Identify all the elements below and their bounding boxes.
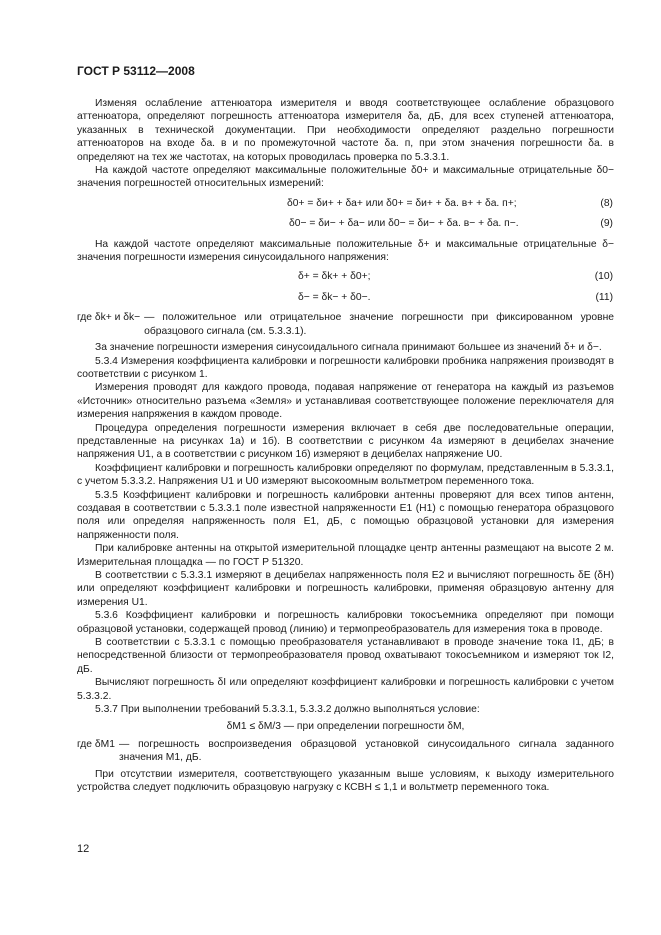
doc-header: ГОСТ Р 53112—2008 bbox=[77, 64, 195, 78]
paragraph: На каждой частоте определяют максимальные положительные δ+ и максимальные отрицательные δ− значения погрешности измерения синусоидального напряжения: bbox=[77, 238, 614, 264]
where-symbols: где δM1 bbox=[77, 738, 115, 750]
equation-formula: δ0− = δи− + δа− или δ0− = δи− + δа. в− + δа. п−. bbox=[289, 218, 519, 230]
paragraph: В соответствии с 5.3.3.1 с помощью преобразователя устанавливают в проводе значение тока I1, дБ; в непосредственной близости от термопреобразователя провод охватывают токосъемником и измеряют ток I2, дБ. bbox=[77, 637, 614, 675]
paragraph: Изменяя ослабление аттенюатора измерителя и вводя соответствующее ослабление образцового аттенюатора, определяют погрешность аттенюатора измерителя δа, дБ, для всех ступеней аттенюатора, указанных в технической документации. При необходимости определяют раздельно погрешности аттенюаторов на входе δа. в и по промежуточной частоте δа. п, при этом значения погрешности δа. в определяют на тех же частотах, на которых проводилась проверка по 5.3.3.1. bbox=[77, 98, 614, 163]
paragraph: 5.3.4 Измерения коэффициента калибровки и погрешности калибровки пробника напряжения производят в соответствии с рисунком 1. bbox=[77, 355, 614, 380]
where-symbols: где δk+ и δk− bbox=[77, 312, 141, 324]
equation-number: (10) bbox=[594, 271, 613, 283]
paragraph: При калибровке антенны на открытой измерительной площадке центр антенны размещают на высоте 2 м. Измерительная площадка — по ГОСТ Р 51320. bbox=[77, 543, 614, 568]
equation-number: (11) bbox=[595, 291, 613, 303]
paragraph: Измерения проводят для каждого провода, подавая напряжение от генератора на каждый из разъемов «Источник» относительно разъема «Земля» и устанавливая соответствующее положение переключателя для измерения напряжения в каждом проводе. bbox=[77, 382, 614, 421]
equation-8 bbox=[77, 197, 614, 210]
equation-9 bbox=[77, 217, 614, 230]
paragraph: Вычисляют погрешность δI или определяют коэффициент калибровки и погрешность калибровки с учетом 5.3.3.2. bbox=[77, 677, 614, 702]
equation-11 bbox=[77, 291, 614, 304]
paragraph: За значение погрешности измерения синусоидального сигнала принимают большее из значений δ+ и δ−. bbox=[95, 342, 602, 354]
paragraph: При отсутствии измерителя, соответствующего указанным выше условиям, к выходу измерительного устройства следует подключить образцовую нагрузку с КСВН ≤ 1,1 и вольтметр переменного тока. bbox=[77, 768, 614, 794]
paragraph: В соответствии с 5.3.3.1 измеряют в децибелах напряженность поля E2 и вычисляют погрешность δE (δH) или определяют коэффициент калибровки и погрешность калибровки, применяя образцовую антенну для измерения U1. bbox=[77, 570, 614, 608]
where-text: — положительное или отрицательное значение погрешности при фиксированном уровне образцового сигнала (см. 5.3.3.1). bbox=[144, 312, 614, 337]
condition-formula: δM1 ≤ δM/3 — при определении погрешности δM, bbox=[226, 721, 465, 733]
equation-number: (9) bbox=[600, 218, 613, 230]
equation-formula: δ− = δk− + δ0−. bbox=[298, 291, 371, 303]
paragraph: Коэффициент калибровки и погрешность калибровки определяют по формулам, представленным в 5.3.3.1, с учетом 5.3.3.2. Напряжения U1 и U0 измеряют высокоомным вольтметром переменного тока. bbox=[77, 462, 614, 488]
paragraph: 5.3.5 Коэффициент калибровки и погрешность калибровки антенны проверяют для всех типов антенн, создавая в соответствии с 5.3.3.1 поле известной напряженности E1 (H1) с помощью генератора образцового поля или определяя напряженность поля E1, дБ, с помощью образцовой установки для измерения напряженности поля. bbox=[77, 489, 614, 541]
equation-number: (8) bbox=[600, 197, 613, 209]
where-block bbox=[77, 311, 614, 338]
equation-formula: δ+ = δk+ + δ0+; bbox=[298, 271, 371, 283]
paragraph: 5.3.7 При выполнении требований 5.3.3.1, 5.3.3.2 должно выполняться условие: bbox=[95, 704, 480, 716]
paragraph: 5.3.6 Коэффициент калибровки и погрешность калибровки токосъемника определяют при помощи образцовой установки, содержащей провод (линию) и термопреобразователь для измерения тока в проводе. bbox=[77, 610, 614, 635]
paragraph: На каждой частоте определяют максимальные положительные δ0+ и максимальные отрицательные δ0− значения погрешностей относительных измерений: bbox=[77, 165, 614, 190]
where-block bbox=[77, 738, 614, 765]
paragraph: Процедура определения погрешности измерения включает в себя две последовательные операции, представленные на рисунках 1а) и 1б). В соответствии с рисунком 4а измеряют в децибелах значение напряжения U1, а в соответствии с рисунком 1б) измеряют в децибелах напряжение U0. bbox=[77, 422, 614, 461]
where-text: — погрешность воспроизведения образцовой установкой синусоидального сигнала заданного значения M1, дБ. bbox=[118, 738, 614, 764]
equation-10 bbox=[77, 270, 614, 283]
page-number: 12 bbox=[77, 843, 90, 855]
document-body bbox=[77, 97, 614, 795]
equation-formula: δ0+ = δи+ + δа+ или δ0+ = δи+ + δа. в+ + δа. п+; bbox=[287, 197, 517, 209]
